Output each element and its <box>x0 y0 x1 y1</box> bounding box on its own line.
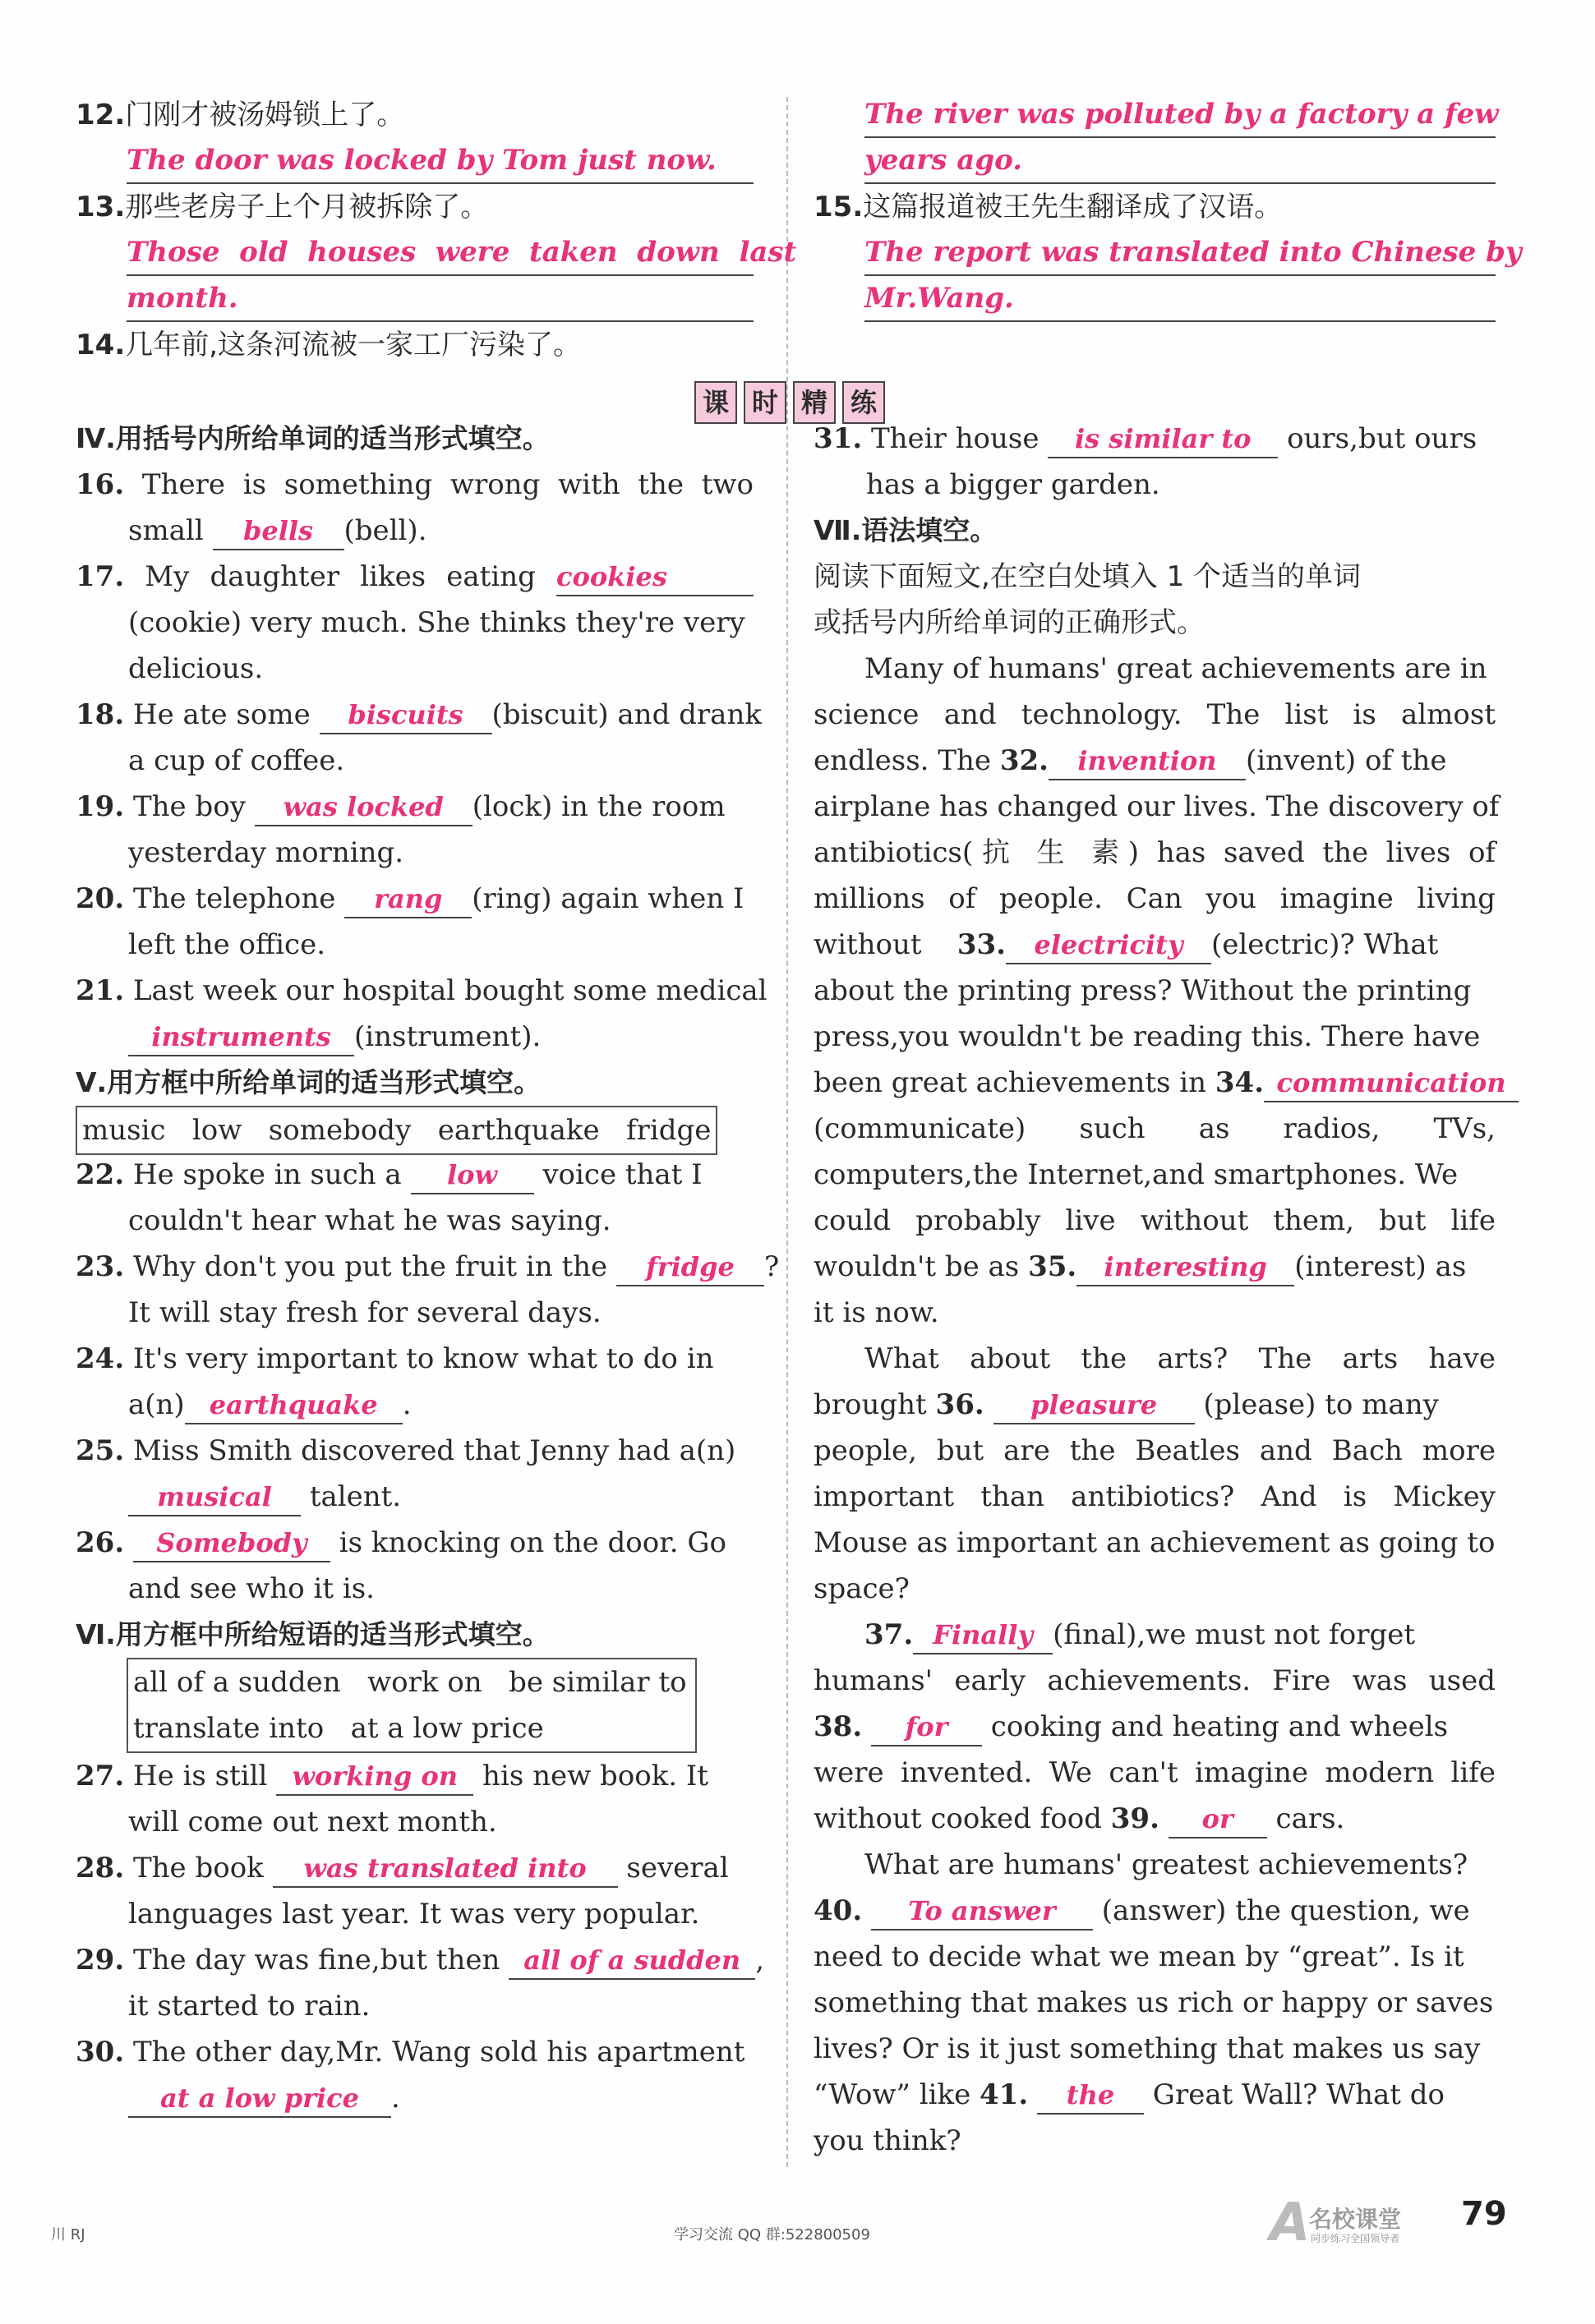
question-14: 14.几年前,这条河流被一家工厂污染了。 <box>76 329 582 361</box>
answer-31: is similar to <box>1074 423 1252 454</box>
answer-28: was translated into <box>303 1852 587 1884</box>
edition-label: 川 RJ <box>51 2226 85 2243</box>
question-28: 28. The book was translated into several <box>76 1845 754 1891</box>
answer-12: The door was locked by Tom just now. <box>127 138 754 184</box>
answer-20: rang <box>374 883 443 914</box>
answer-41: the <box>1066 2079 1115 2110</box>
brand-logo: A 名校课堂 同步练习全国领导者 <box>1270 2193 1402 2253</box>
qq-group-label: 学习交流 QQ 群:522800509 <box>674 2226 870 2243</box>
answer-13-line1: Those old houses were taken down last <box>127 230 754 276</box>
answer-29: all of a sudden <box>523 1944 741 1976</box>
question-20: 20. The telephone rang (ring) again when I <box>76 876 754 922</box>
question-30: 30. The other day,Mr. Wang sold his apartment <box>76 2036 745 2069</box>
answer-26: Somebody <box>156 1527 307 1558</box>
part4-heading: Ⅳ.用括号内所给单词的适当形式填空。 <box>76 422 550 454</box>
answer-25: musical <box>157 1481 272 1512</box>
question-23: 23. Why don't you put the fruit in the fridge ? <box>76 1244 754 1290</box>
part6-heading: Ⅵ.用方框中所给短语的适当形式填空。 <box>76 1618 550 1650</box>
phrase-box: all of a sudden work on be similar to translate into at a low price <box>127 1658 697 1753</box>
answer-23: fridge <box>645 1251 735 1282</box>
question-12: 12.门刚才被汤姆锁上了。 <box>76 99 405 131</box>
answer-15-line2: Mr.Wang. <box>864 276 1496 322</box>
answer-24: earthquake <box>209 1389 378 1420</box>
question-17: 17. My daughter likes eating cookies <box>76 554 754 600</box>
left-column: 12.门刚才被汤姆锁上了。 The door was locked by Tom just now. 13.那些老房子上个月被拆除了。 Those old houses were taken down last month. 14.几年前,这条河流被一家工厂污染了。 Ⅳ.用括号内所给单词的适当形式填空。 16. There is something wrong with the two small bells (bell). 17. My daughter likes eating cookies (cookie) very much. She thinks they're very delicious. 18. He ate some biscuits (biscuit) and drank a cup of coffee. 19. The boy was locked (lock) in the room yesterday morning. 20. The telephone rang (ring) again when I left the office. 21. Last week our hospital bought some medical instruments (instrument). Ⅴ.用方框中所给单词的适当形式填空。 music low somebody earthquake fridge 22. He spoke in such a low voice that I couldn't hear what he was saying. 23. Why don't you put the fruit in the fridge ? It will stay fresh for several days. 24. It's very important to know what to do in a(n) earthquake . 25. Miss Smith discovered that Jenny had a(n) musical talent. 26. Somebody is knocking on the door. Go and see who it is. Ⅵ.用方框中所给短语的适当形式填空。 all of a sudden work on be similar to translate into at a low price 27. He is still working on his new book. It will come out next month. 28. The book was translated into several languages last year. It was very popular. 29. The day was fine,but then all of a sudden , it started to rain. 30. The other day,Mr. Wang sold his apartment at a low price . <box>76 92 754 2121</box>
answer-40: To answer <box>908 1895 1056 1926</box>
answer-14-line1: The river was polluted by a factory a few <box>864 92 1496 138</box>
answer-14-line2: years ago. <box>864 138 1496 184</box>
answer-18: biscuits <box>348 699 463 730</box>
answer-38: for <box>905 1711 948 1742</box>
part7-heading: Ⅶ.语法填空。 <box>814 514 998 546</box>
question-18: 18. He ate some biscuits (biscuit) and drank <box>76 692 754 738</box>
right-column: The river was polluted by a factory a few years ago. 15.这篇报道被王先生翻译成了汉语。 The report was translated into Chinese by Mr.Wang. 31. Their house is similar to ours,but ours has a bigger garden. Ⅶ.语法填空。 阅读下面短文,在空白处填入 1 个适当的单词 或括号内所给单词的正确形式。 Many of humans' great achievements are in science and technology. The list is almost endless. The 32. invention (invent) of the airplane has changed our lives. The discovery of antibiotics(抗 生 素) has saved the lives of millions of people. Can you imagine living without 33. electricity (electric)? What about the printing press? Without the printing press,you wouldn't be reading this. There have been great achievements in 34. communication (communicate) such as radios, TVs, computers,the Internet,and smartphones. We could probably live without them, but life wouldn't be as 35. interesting (interest) as it is now. What about the arts? The arts have brought 36. pleasure (please) to many people, but are the Beatles and Bach more important than antibiotics? And is Mickey Mouse as important an achievement as going to space? 37. Finally (final),we must not forget humans' early achievements. Fire was used 38. for cooking and heating and wheels were invented. We can't imagine modern life without cooked food 39. or cars. What are humans' greatest achievements? 40. To answer (answer) the question, we need to decide what we mean by “great”. Is it something that makes us rich or happy or saves lives? Or is it just something that makes us say “Wow” like 41. the Great Wall? What do you think? <box>814 92 1496 2164</box>
answer-16: bells <box>243 515 314 546</box>
answer-13-line2: month. <box>127 276 754 322</box>
answer-30: at a low price <box>160 2082 359 2114</box>
question-27: 27. He is still working on his new book. It <box>76 1753 754 1799</box>
question-16: 16. There is something wrong with the two <box>76 468 754 501</box>
question-22: 22. He spoke in such a low voice that I <box>76 1152 754 1198</box>
answer-15-line1: The report was translated into Chinese by <box>864 230 1496 276</box>
answer-22: low <box>447 1159 498 1190</box>
question-29: 29. The day was fine,but then all of a sudden , <box>76 1937 754 1983</box>
answer-27: working on <box>292 1760 458 1792</box>
question-13: 13.那些老房子上个月被拆除了。 <box>76 191 489 223</box>
question-26: 26. Somebody is knocking on the door. Go <box>76 1520 754 1566</box>
answer-21: instruments <box>151 1021 331 1052</box>
answer-33: electricity <box>1034 929 1183 960</box>
answer-34: communication <box>1276 1067 1506 1098</box>
section-banner: 课 时 精 练 <box>694 381 885 430</box>
page-number: 79 <box>1461 2195 1507 2233</box>
word-box: music low somebody earthquake fridge <box>76 1106 717 1155</box>
question-19: 19. The boy was locked (lock) in the room <box>76 784 754 830</box>
answer-32: invention <box>1077 745 1217 776</box>
answer-19: was locked <box>283 791 444 822</box>
question-21: 21. Last week our hospital bought some medical <box>76 974 768 1007</box>
question-31: 31. Their house is similar to ours,but ours <box>814 416 1496 462</box>
answer-35: interesting <box>1104 1251 1267 1282</box>
answer-17: cookies <box>556 561 667 592</box>
question-24: 24. It's very important to know what to do in <box>76 1342 714 1375</box>
answer-37: Finally <box>933 1619 1034 1650</box>
answer-36: pleasure <box>1030 1389 1158 1420</box>
answer-39: or <box>1201 1803 1233 1834</box>
question-25: 25. Miss Smith discovered that Jenny had a(n) <box>76 1434 736 1467</box>
question-15: 15.这篇报道被王先生翻译成了汉语。 <box>814 191 1283 223</box>
part5-heading: Ⅴ.用方框中所给单词的适当形式填空。 <box>76 1066 542 1098</box>
